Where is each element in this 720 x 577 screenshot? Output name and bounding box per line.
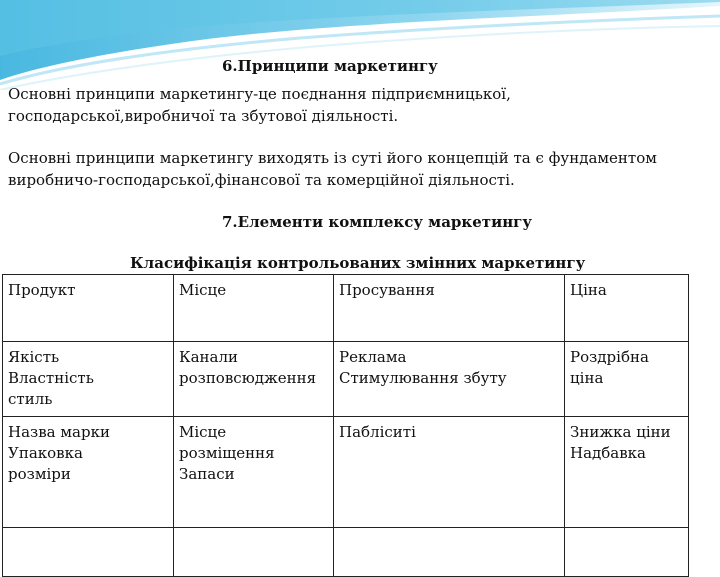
table-cell [3, 342, 174, 417]
table-cell [565, 528, 689, 577]
header-text: Місце [179, 281, 227, 299]
principles-paragraph-1 [8, 83, 714, 127]
header-cell [3, 275, 174, 342]
cell-line: Властність [8, 369, 94, 387]
table-header-row [3, 275, 689, 342]
cell-line: Канали [179, 348, 239, 366]
header-cell [174, 275, 334, 342]
cell-line: Упаковка [8, 444, 83, 462]
cell-line: Знижка ціни [570, 423, 671, 441]
classification-title: Класифікація контрольованих змінних маркетингу [130, 254, 586, 272]
table-cell [3, 417, 174, 528]
cell-line: Якість [8, 348, 60, 366]
decorative-header-swoosh [0, 0, 720, 90]
table-cell [174, 528, 334, 577]
table-row [3, 417, 689, 528]
paragraph-line: Основні принципи маркетингу-це поєднання підприємницької, [8, 85, 511, 103]
cell-line: Назва марки [8, 423, 110, 441]
cell-line: Пабліситі [339, 423, 416, 441]
cell-line: ціна [570, 369, 604, 387]
cell-line: Надбавка [570, 444, 646, 462]
header-text: Просування [339, 281, 435, 299]
table-row-cut-off [3, 528, 689, 577]
cell-line: Запаси [179, 465, 235, 483]
section-6-heading: 6.Принципи маркетингу [222, 57, 438, 75]
principles-paragraph-2 [8, 147, 714, 191]
header-text: Продукт [8, 281, 76, 299]
cell-line: Реклама [339, 348, 407, 366]
table-cell [334, 528, 565, 577]
section-7-heading: 7.Елементи комплексу маркетингу [222, 213, 532, 231]
table-cell [565, 417, 689, 528]
cell-line: Стимулювання збуту [339, 369, 507, 387]
cell-line: розповсюдження [179, 369, 317, 387]
cell-line: стиль [8, 390, 53, 408]
table-cell [174, 342, 334, 417]
table-cell [174, 417, 334, 528]
paragraph-line: Основні принципи маркетингу виходять із суті його концепцій та є фундаментом [8, 149, 657, 167]
cell-line: Місце [179, 423, 227, 441]
header-text: Ціна [570, 281, 607, 299]
cell-line: Роздрібна [570, 348, 649, 366]
cell-line: розміщення [179, 444, 275, 462]
paragraph-line: господарської,виробничої та збутової діяльності. [8, 107, 399, 125]
table-row [3, 342, 689, 417]
table-cell [565, 342, 689, 417]
marketing-mix-table [2, 274, 689, 577]
table-cell [334, 342, 565, 417]
header-cell [334, 275, 565, 342]
table-cell [3, 528, 174, 577]
header-cell [565, 275, 689, 342]
cell-line: розміри [8, 465, 71, 483]
table-cell [334, 417, 565, 528]
paragraph-line: виробничо-господарської,фінансової та комерційної діяльності. [8, 171, 515, 189]
